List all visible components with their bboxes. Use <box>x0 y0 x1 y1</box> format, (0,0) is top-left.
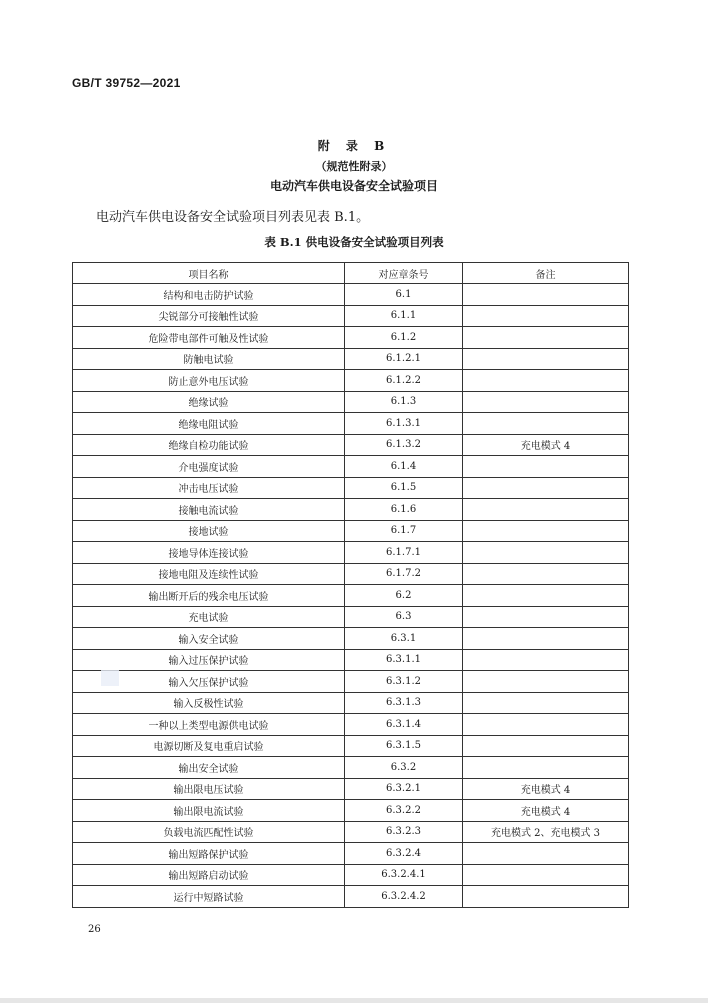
cell-note <box>463 520 629 542</box>
table-row <box>73 520 629 542</box>
table-row <box>73 671 629 693</box>
cell-note <box>463 348 629 370</box>
column-header-clause: 对应章条号 <box>345 263 463 284</box>
cell-item-name: 运行中短路试验 <box>73 886 345 908</box>
cell-item-name: 结构和电击防护试验 <box>73 284 345 306</box>
cell-clause-number: 6.3.1.3 <box>345 692 463 714</box>
cell-note: 充电模式 4 <box>463 800 629 822</box>
cell-item-name: 充电试验 <box>73 606 345 628</box>
cell-clause-number: 6.1 <box>345 284 463 306</box>
cell-note <box>463 391 629 413</box>
table-row <box>73 821 629 843</box>
cell-clause-number: 6.1.7.2 <box>345 563 463 585</box>
table-row <box>73 499 629 521</box>
table-row <box>73 456 629 478</box>
cell-item-name: 防止意外电压试验 <box>73 370 345 392</box>
cell-note: 充电模式 4 <box>463 778 629 800</box>
cell-clause-number: 6.3 <box>345 606 463 628</box>
cell-item-name: 接地电阻及连续性试验 <box>73 563 345 585</box>
cell-note: 充电模式 4 <box>463 434 629 456</box>
cell-clause-number: 6.1.2.2 <box>345 370 463 392</box>
table-row <box>73 305 629 327</box>
table-row <box>73 413 629 435</box>
table-row <box>73 714 629 736</box>
cell-clause-number: 6.3.2.1 <box>345 778 463 800</box>
cell-note <box>463 757 629 779</box>
table-row <box>73 327 629 349</box>
table-row <box>73 778 629 800</box>
cell-clause-number: 6.1.2.1 <box>345 348 463 370</box>
appendix-type: （规范性附录） <box>315 160 393 173</box>
table-row <box>73 864 629 886</box>
cell-note <box>463 477 629 499</box>
cell-note <box>463 284 629 306</box>
cell-clause-number: 6.3.2 <box>345 757 463 779</box>
cell-clause-number: 6.3.1.4 <box>345 714 463 736</box>
table-row <box>73 886 629 908</box>
cell-item-name: 防触电试验 <box>73 348 345 370</box>
bottom-edge-strip <box>0 998 708 1003</box>
table-row <box>73 391 629 413</box>
cell-clause-number: 6.2 <box>345 585 463 607</box>
cell-clause-number: 6.1.7 <box>345 520 463 542</box>
table-row <box>73 542 629 564</box>
cell-note <box>463 305 629 327</box>
cell-clause-number: 6.3.2.4.2 <box>345 886 463 908</box>
cell-note <box>463 692 629 714</box>
table-row <box>73 477 629 499</box>
cell-note: 充电模式 2、充电模式 3 <box>463 821 629 843</box>
cell-item-name: 绝缘电阻试验 <box>73 413 345 435</box>
cell-note <box>463 843 629 865</box>
table-row <box>73 563 629 585</box>
cell-item-name: 绝缘自检功能试验 <box>73 434 345 456</box>
appendix-title: 电动汽车供电设备安全试验项目 <box>269 179 438 193</box>
cell-item-name: 输入过压保护试验 <box>73 649 345 671</box>
cell-note <box>463 864 629 886</box>
cell-note <box>463 714 629 736</box>
cell-item-name: 输入欠压保护试验 <box>73 671 345 693</box>
table-row <box>73 843 629 865</box>
cell-clause-number: 6.3.1 <box>345 628 463 650</box>
cell-clause-number: 6.1.5 <box>345 477 463 499</box>
cell-item-name: 冲击电压试验 <box>73 477 345 499</box>
cell-clause-number: 6.1.6 <box>345 499 463 521</box>
table-row <box>73 434 629 456</box>
cell-item-name: 尖锐部分可接触性试验 <box>73 305 345 327</box>
table-row <box>73 800 629 822</box>
cell-clause-number: 6.3.2.2 <box>345 800 463 822</box>
cell-note <box>463 671 629 693</box>
cell-clause-number: 6.1.3.2 <box>345 434 463 456</box>
cell-clause-number: 6.1.3.1 <box>345 413 463 435</box>
cell-item-name: 输入反极性试验 <box>73 692 345 714</box>
table-row <box>73 692 629 714</box>
cell-item-name: 输出短路保护试验 <box>73 843 345 865</box>
cell-clause-number: 6.1.3 <box>345 391 463 413</box>
cell-note <box>463 370 629 392</box>
cell-note <box>463 542 629 564</box>
cell-clause-number: 6.3.2.4.1 <box>345 864 463 886</box>
standard-code: GB/T 39752—2021 <box>72 76 181 90</box>
cell-clause-number: 6.3.1.1 <box>345 649 463 671</box>
appendix-label: 附 录 B <box>317 139 391 153</box>
cell-item-name: 输出限电流试验 <box>73 800 345 822</box>
cell-note <box>463 735 629 757</box>
cell-note <box>463 413 629 435</box>
cell-item-name: 负载电流匹配性试验 <box>73 821 345 843</box>
cell-note <box>463 499 629 521</box>
cell-item-name: 输出安全试验 <box>73 757 345 779</box>
table-row <box>73 585 629 607</box>
cell-clause-number: 6.3.2.4 <box>345 843 463 865</box>
intro-paragraph: 电动汽车供电设备安全试验项目列表见表 B.1。 <box>96 210 370 225</box>
cell-clause-number: 6.3.1.5 <box>345 735 463 757</box>
table-row <box>73 370 629 392</box>
cell-item-name: 接地试验 <box>73 520 345 542</box>
cell-note <box>463 456 629 478</box>
cell-item-name: 输出限电压试验 <box>73 778 345 800</box>
table-row <box>73 348 629 370</box>
cell-note <box>463 886 629 908</box>
table-row <box>73 649 629 671</box>
column-header-name: 项目名称 <box>73 263 345 284</box>
cell-item-name: 接触电流试验 <box>73 499 345 521</box>
column-header-note: 备注 <box>463 263 629 284</box>
table-caption: 表 B.1 供电设备安全试验项目列表 <box>264 235 444 249</box>
cell-item-name: 输出短路启动试验 <box>73 864 345 886</box>
table-row <box>73 735 629 757</box>
cell-item-name: 电源切断及复电重启试验 <box>73 735 345 757</box>
page-number: 26 <box>88 924 101 935</box>
table-header-row <box>73 263 629 284</box>
cell-clause-number: 6.1.7.1 <box>345 542 463 564</box>
table-row <box>73 628 629 650</box>
scan-mark <box>101 670 119 686</box>
table-row <box>73 606 629 628</box>
cell-clause-number: 6.3.1.2 <box>345 671 463 693</box>
cell-item-name: 输出断开后的残余电压试验 <box>73 585 345 607</box>
cell-note <box>463 628 629 650</box>
cell-note <box>463 585 629 607</box>
cell-note <box>463 327 629 349</box>
cell-clause-number: 6.1.2 <box>345 327 463 349</box>
cell-item-name: 接地导体连接试验 <box>73 542 345 564</box>
cell-item-name: 危险带电部件可触及性试验 <box>73 327 345 349</box>
cell-item-name: 一种以上类型电源供电试验 <box>73 714 345 736</box>
table-row <box>73 284 629 306</box>
test-items-table <box>72 262 629 908</box>
cell-clause-number: 6.1.1 <box>345 305 463 327</box>
cell-clause-number: 6.1.4 <box>345 456 463 478</box>
cell-note <box>463 563 629 585</box>
cell-item-name: 输入安全试验 <box>73 628 345 650</box>
cell-clause-number: 6.3.2.3 <box>345 821 463 843</box>
cell-item-name: 绝缘试验 <box>73 391 345 413</box>
cell-item-name: 介电强度试验 <box>73 456 345 478</box>
table-row <box>73 757 629 779</box>
cell-note <box>463 649 629 671</box>
cell-note <box>463 606 629 628</box>
